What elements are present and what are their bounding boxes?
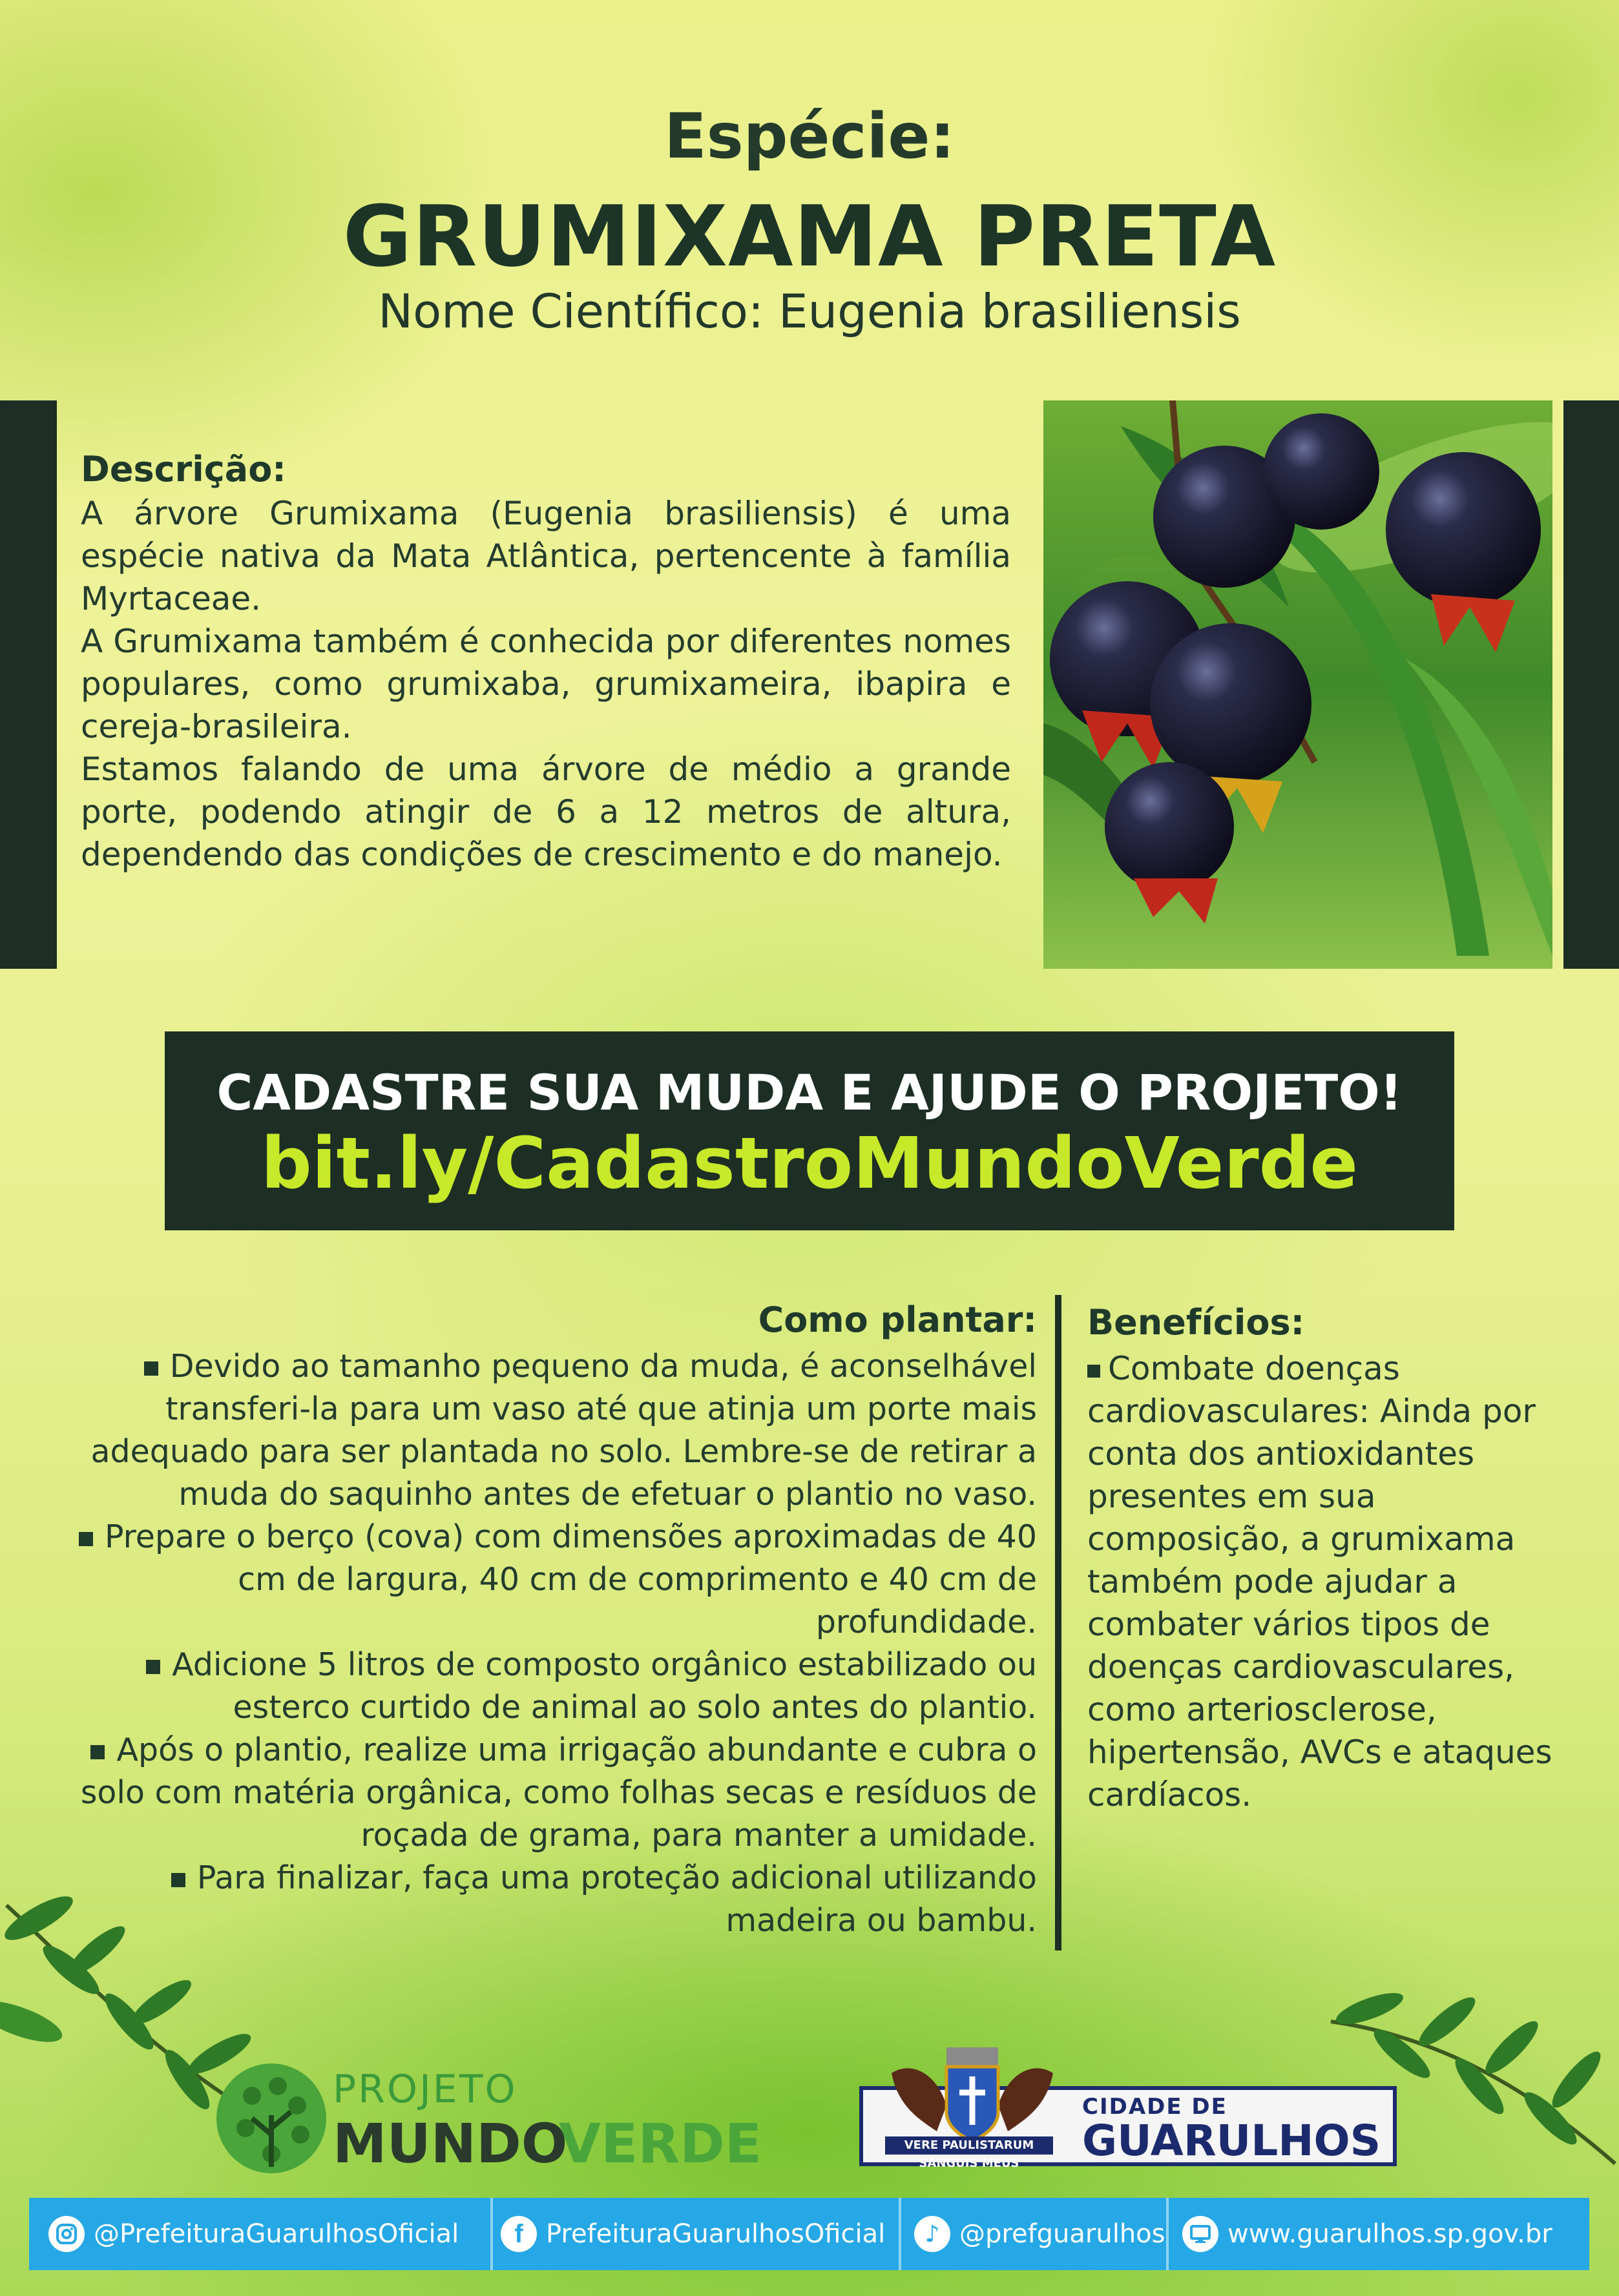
description-section [81,449,1011,876]
plant-step-text: Prepare o berço (cova) com dimensões aproximadas de 40 cm de largura, 40 cm de comprimento e 40 cm de profundidade. [104,1518,1037,1640]
register-banner [165,1031,1454,1230]
cidade-de-label: CIDADE DE [1082,2094,1227,2120]
grumixama-fruit-photo [1043,400,1552,969]
social-footer [29,2198,1589,2270]
description-paragraph: A árvore Grumixama (Eugenia brasiliensis) é uma espécie nativa da Mata Atlântica, pertencente à família Myrtaceae. [81,495,1011,617]
verde-label: VERDE [559,2112,762,2175]
guarulhos-label: GUARULHOS [1082,2116,1381,2166]
website-url: www.guarulhos.sp.gov.br [1227,2219,1552,2249]
scientific-name: Nome Científico: Eugenia brasiliensis [378,284,1241,338]
benefits-title: Benefícios: [1087,1302,1305,1343]
bullet-icon [171,1873,185,1887]
bullet-icon [90,1745,105,1759]
register-link[interactable]: bit.ly/CadastroMundoVerde [261,1122,1358,1205]
projeto-mundo-verde-logo [213,2057,775,2183]
right-accent-bar [1563,400,1619,969]
cidade-de-guarulhos-logo [859,2034,1395,2170]
instagram-icon [48,2216,85,2252]
projeto-label: PROJETO [333,2067,517,2112]
bullet-icon [144,1361,158,1376]
coat-of-arms-motto: VERE PAULISTARUM SANGUIS MEUS [885,2136,1053,2155]
city-coat-of-arms-icon [885,2034,1060,2144]
column-divider [1055,1295,1061,1950]
mundo-label: MUNDO [333,2112,568,2175]
facebook-handle: PrefeituraGuarulhosOficial [546,2219,886,2249]
plant-step [61,1345,1037,1516]
species-label: Espécie: [664,100,955,172]
description-paragraph: Estamos falando de uma árvore de médio a grande porte, podendo atingir de 6 a 12 metros de altura, dependendo das condições de crescimento e do manejo. [81,750,1011,873]
bullet-icon [79,1532,93,1546]
register-call-to-action: CADASTRE SUA MUDA E AJUDE O PROJETO! [216,1064,1403,1121]
instagram-link[interactable] [48,2198,459,2270]
facebook-link[interactable] [501,2198,885,2270]
fruit-illustration [1043,400,1552,969]
footer-separator [490,2198,493,2270]
tree-globe-icon [213,2057,329,2180]
bullet-icon [1087,1365,1100,1378]
benefit-item [1087,1347,1578,1816]
plant-step [61,1729,1037,1857]
monitor-icon [1182,2216,1218,2252]
plant-step-text: Após o plantio, realize uma irrigação abundante e cubra o solo com matéria orgânica, como folhas secas e resíduos de roçada de grama, para manter a umidade. [80,1732,1037,1854]
description-paragraph: A Grumixama também é conhecida por diferentes nomes populares, como grumixaba, grumixameira, ibapira e cereja-brasileira. [81,623,1011,745]
tiktok-handle: @prefguarulhos [959,2219,1165,2249]
instagram-handle: @PrefeituraGuarulhosOficial [94,2219,459,2249]
footer-separator [899,2198,901,2270]
plant-step [61,1516,1037,1644]
website-link[interactable] [1182,2198,1552,2270]
plant-step-text: Adicione 5 litros de composto orgânico estabilizado ou esterco curtido de animal ao solo antes do plantio. [172,1646,1037,1726]
plant-step-text: Devido ao tamanho pequeno da muda, é aconselhável transferi-la para um vaso até que atinja um porte mais adequado para ser plantada no solo. Lembre-se de retirar a muda do saquinho antes de efetuar o plantio no vaso. [90,1348,1037,1513]
plant-step [61,1644,1037,1729]
how-to-plant-title: Como plantar: [758,1299,1037,1340]
description-title: Descrição: [81,449,286,490]
benefits-section [1087,1298,1578,1816]
species-title: GRUMIXAMA PRETA [342,187,1277,285]
how-to-plant-section [61,1295,1037,1942]
benefit-text: Combate doenças cardiovasculares: Ainda por conta dos antioxidantes presentes em sua composição, a grumixama também pode ajudar a combater vários tipos de doenças cardiovasculares, como arteriosclerose, hipertensão, AVCs e ataques cardíacos. [1087,1350,1552,1814]
bullet-icon [146,1660,160,1674]
footer-separator [1166,2198,1169,2270]
tiktok-icon: ♪ [914,2216,950,2252]
plant-step-text: Para finalizar, faça uma proteção adicional utilizando madeira ou bambu. [196,1859,1037,1939]
tiktok-link[interactable] [914,2198,1165,2270]
left-accent-bar [0,400,57,969]
facebook-icon: f [501,2216,537,2252]
